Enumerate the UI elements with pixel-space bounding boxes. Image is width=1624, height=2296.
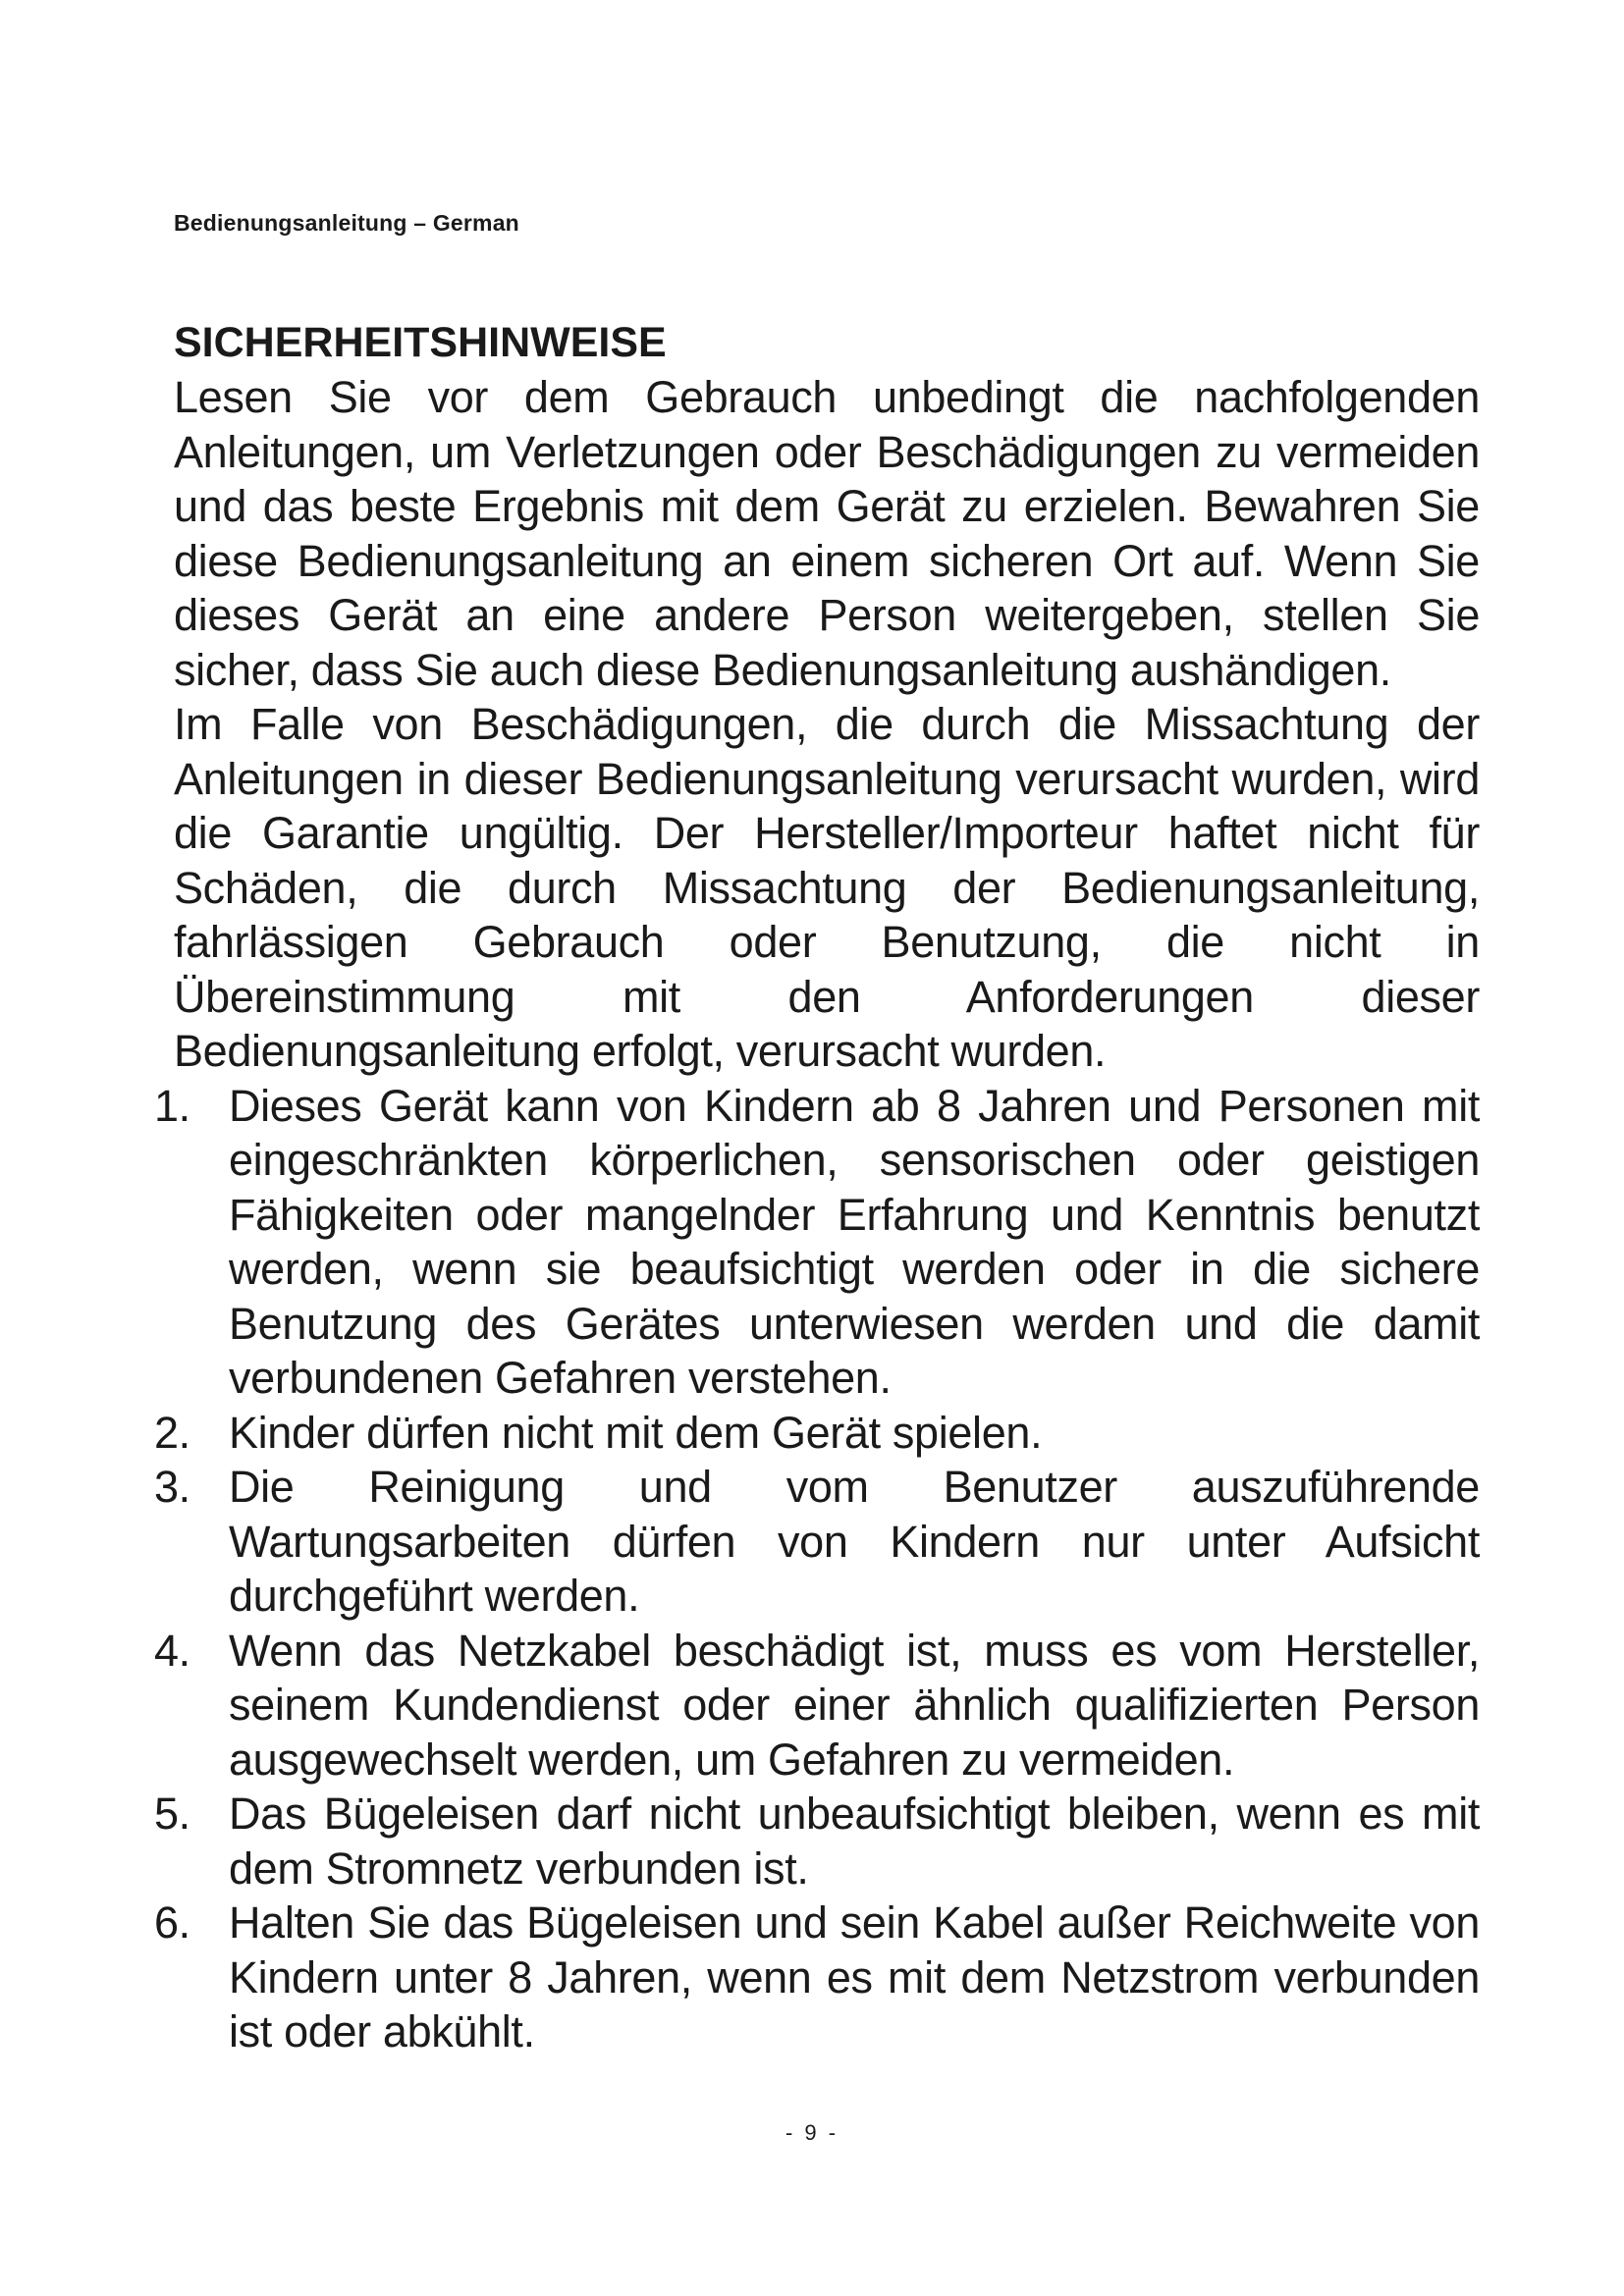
- running-header: Bedienungsanleitung – German: [174, 210, 519, 236]
- page-content: [154, 316, 1480, 2059]
- safety-list: [154, 1079, 1480, 2059]
- list-item: [154, 1624, 1480, 1788]
- list-item: [154, 1079, 1480, 1406]
- list-item-number: 4.: [154, 1625, 190, 1676]
- warranty-paragraph: Im Falle von Beschädigungen, die durch die Missachtung der Anleitungen in dieser Bedienungsanleitung verursacht wurden, wird die Garantie ungültig. Der Hersteller/Importeur haftet nicht für Schäden, die durch Missachtung der Bedienungsanleitung, fahrlässigen Gebrauch oder Benutzung, die nicht in Übereinstimmung mit den Anforderungen dieser Bedienungsanleitung erfolgt, verursacht wurden.: [174, 699, 1480, 1076]
- list-item-text: Die Reinigung und vom Benutzer auszuführende Wartungsarbeiten dürfen von Kindern nur unter Aufsicht durchgeführt werden.: [229, 1462, 1480, 1621]
- list-item: [154, 1406, 1480, 1461]
- list-item-text: Halten Sie das Bügeleisen und sein Kabel außer Reichweite von Kindern unter 8 Jahren, wenn es mit dem Netzstrom verbunden ist oder abkühlt.: [229, 1897, 1480, 2056]
- list-item: [154, 1460, 1480, 1624]
- list-item-text: Dieses Gerät kann von Kindern ab 8 Jahren und Personen mit eingeschränkten körperlichen, sensorischen oder geistigen Fähigkeiten oder mangelnder Erfahrung und Kenntnis benutzt werden, wenn sie beaufsichtigt werden oder in die sichere Benutzung des Gerätes unterwiesen werden und die damit verbundenen Gefahren verstehen.: [229, 1080, 1480, 1403]
- list-item-text: Wenn das Netzkabel beschädigt ist, muss es vom Hersteller, seinem Kundendienst oder einer ähnlich qualifizierten Person ausgewechselt werden, um Gefahren zu vermeiden.: [229, 1625, 1480, 1785]
- page-number: - 9 -: [785, 2120, 839, 2145]
- list-item-text: Das Bügeleisen darf nicht unbeaufsichtigt bleiben, wenn es mit dem Stromnetz verbunden ist.: [229, 1789, 1480, 1894]
- list-item: [154, 1787, 1480, 1896]
- list-item-number: 2.: [154, 1407, 190, 1458]
- list-item-text: Kinder dürfen nicht mit dem Gerät spielen.: [229, 1407, 1043, 1458]
- list-item-number: 1.: [154, 1080, 190, 1131]
- list-item-number: 6.: [154, 1897, 190, 1948]
- intro-paragraph: Lesen Sie vor dem Gebrauch unbedingt die nachfolgenden Anleitungen, um Verletzungen oder Beschädigungen zu vermeiden und das beste Ergebnis mit dem Gerät zu erzielen. Bewahren Sie diese Bedienungsanleitung an einem sicheren Ort auf. Wenn Sie dieses Gerät an eine andere Person weitergeben, stellen Sie sicher, dass Sie auch diese Bedienungsanleitung aushändigen.: [174, 372, 1480, 695]
- list-item-number: 5.: [154, 1789, 190, 1839]
- list-item: [154, 1896, 1480, 2059]
- list-item-number: 3.: [154, 1462, 190, 1512]
- section-title: SICHERHEITSHINWEISE: [174, 319, 667, 366]
